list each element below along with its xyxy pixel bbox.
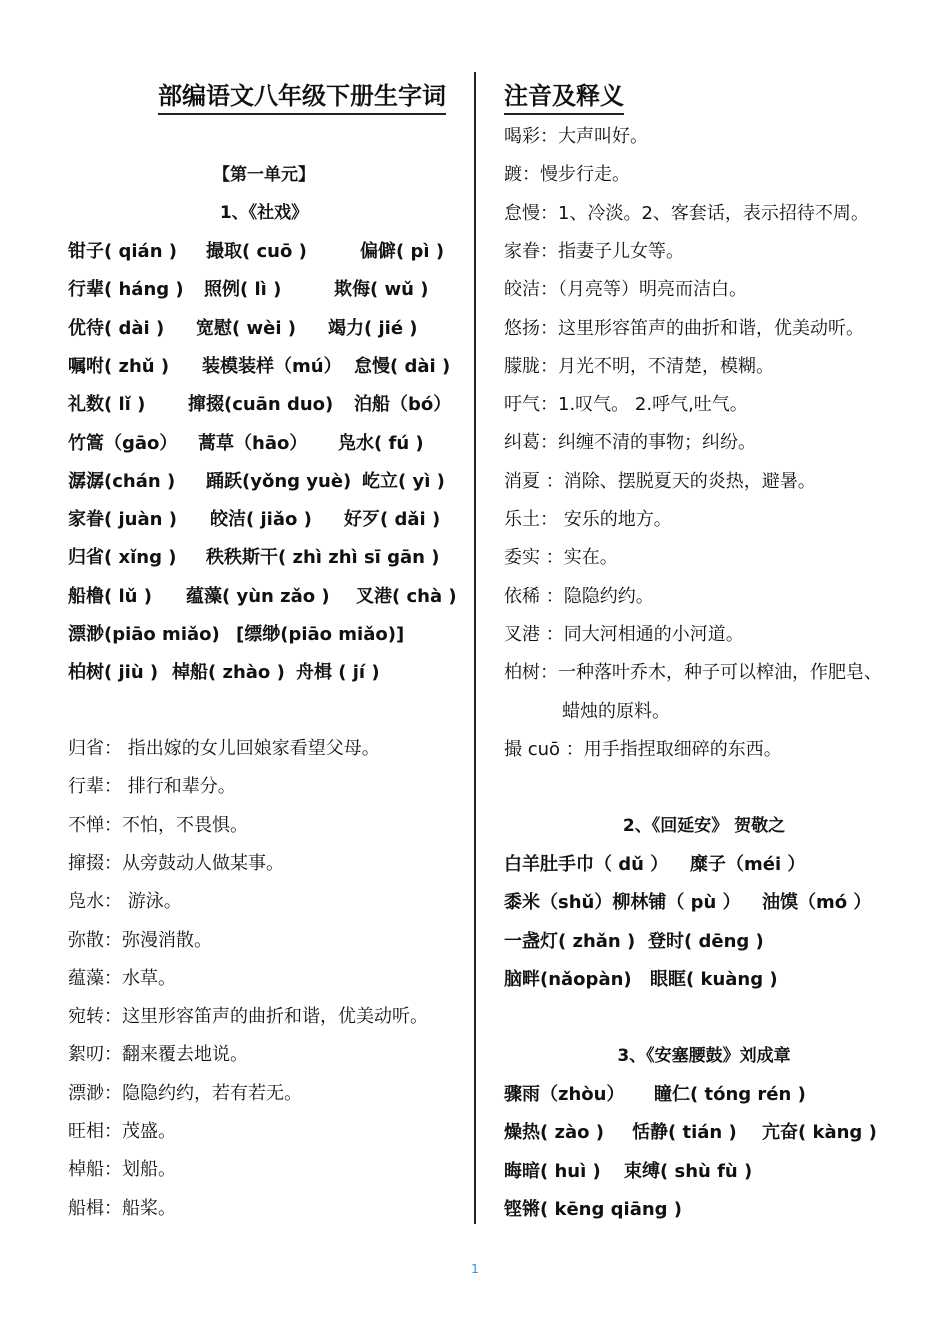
definition-line: 家眷：指妻子儿女等。 xyxy=(504,241,684,262)
vocab-word: 登时( dēng ) xyxy=(648,931,764,952)
definition-line: 旺相：茂盛。 xyxy=(68,1121,176,1142)
definition-line: 弥散：弥漫消散。 xyxy=(68,930,212,951)
vocab-word: 骤雨（zhòu） xyxy=(504,1084,625,1105)
page-title: 部编语文八年级下册生字词 xyxy=(158,76,446,115)
vocab-word: 照例( lì ) xyxy=(204,279,282,300)
vocab-word: 撺掇(cuān duo) xyxy=(188,394,334,415)
vocab-word: 亢奋( kàng ) xyxy=(762,1122,877,1143)
definition-line: 归省： 指出嫁的女儿回娘家看望父母。 xyxy=(68,738,380,759)
vocab-word: 怠慢( dài ) xyxy=(354,356,451,377)
word-row xyxy=(68,503,458,537)
word-row xyxy=(504,886,894,920)
definition-line: 撮 cuō ：用手指捏取细碎的东西。 xyxy=(504,739,782,760)
vocab-word: 铿锵( kēng qiāng ) xyxy=(504,1199,683,1220)
vocab-word: 棹船( zhào ) xyxy=(172,662,285,683)
word-row xyxy=(68,388,458,422)
definition-line: 撺掇：从旁鼓动人做某事。 xyxy=(68,853,284,874)
vocab-word: 秩秩斯干( zhì zhì sī gān ) xyxy=(206,547,440,568)
word-row xyxy=(68,618,458,652)
definition-line: 行辈： 排行和辈分。 xyxy=(68,776,236,797)
vocab-word: 漂渺(piāo miǎo) xyxy=(68,624,220,645)
vocab-word: 黍米（shǔ）柳林铺（ pù ） xyxy=(504,892,741,913)
definition-line: 柏树：一种落叶乔木，种子可以榨油，作肥皂、 xyxy=(504,662,882,683)
vocab-word: 眼眶( kuàng ) xyxy=(650,969,778,990)
definition-line: 棹船：划船。 xyxy=(68,1159,176,1180)
unit-header: 【第一单元】 xyxy=(213,165,315,185)
vocab-word: 船橹( lǔ ) xyxy=(68,586,152,607)
vocab-word: 优待( dài ) xyxy=(68,318,165,339)
vocab-word: 装模装样（mú） xyxy=(202,356,342,377)
definition-line: 消夏 ：消除、摆脱夏天的炎热，避暑。 xyxy=(504,471,816,492)
vocab-word: 柏树( jiù ) xyxy=(68,662,159,683)
vocab-word: 脑畔(nǎopàn) xyxy=(504,969,632,990)
column-divider xyxy=(474,72,476,1224)
word-row xyxy=(68,580,458,614)
vocab-word: 钳子( qián ) xyxy=(68,241,178,262)
vocab-word: 撮取( cuō ) xyxy=(206,241,307,262)
vocab-word: 糜子（méi ） xyxy=(690,854,806,875)
vocab-word: 归省( xǐng ) xyxy=(68,547,177,568)
vocab-word: 叉港( chà ) xyxy=(356,586,457,607)
vocab-word: 竭力( jié ) xyxy=(328,318,418,339)
definition-line: 叉港 ：同大河相通的小河道。 xyxy=(504,624,744,645)
vocab-word: 踊跃(yǒng yuè) xyxy=(206,471,352,492)
definition-line: 纠葛：纠缠不清的事物；纠纷。 xyxy=(504,432,756,453)
vocab-word: 欺侮( wǔ ) xyxy=(334,279,429,300)
definition-line: 不惮：不怕，不畏惧。 xyxy=(68,815,248,836)
word-row xyxy=(504,1078,894,1112)
word-row xyxy=(504,848,894,882)
word-row xyxy=(504,1155,894,1189)
word-row xyxy=(68,273,458,307)
page-subtitle: 注音及释义 xyxy=(504,76,624,115)
lesson-title: 2、《回延安》 贺敬之 xyxy=(622,816,786,836)
definition-line: 宛转：这里形容笛声的曲折和谐，优美动听。 xyxy=(68,1006,428,1027)
vocab-word: 舟楫 ( jí ) xyxy=(296,662,380,683)
page-number: 1 xyxy=(471,1262,479,1276)
definition-line: 絮叨：翻来覆去地说。 xyxy=(68,1044,248,1065)
definition-line: 漂渺：隐隐约约，若有若无。 xyxy=(68,1083,302,1104)
definition-line: 委实 ：实在。 xyxy=(504,547,618,568)
definition-line: 踱：慢步行走。 xyxy=(504,164,630,185)
vocab-word: 晦暗( huì ) xyxy=(504,1161,601,1182)
word-row xyxy=(504,925,894,959)
vocab-word: 凫水( fú ) xyxy=(338,433,424,454)
lesson-title: 1、《社戏》 xyxy=(219,203,309,223)
definition-line: 蜡烛的原料。 xyxy=(562,701,670,722)
vocab-word: 束缚( shù fù ) xyxy=(624,1161,753,1182)
definition-line: 依稀 ：隐隐约约。 xyxy=(504,586,654,607)
vocab-word: 蒿草（hāo） xyxy=(198,433,308,454)
vocab-word: 家眷( juàn ) xyxy=(68,509,177,530)
definition-line: 凫水： 游泳。 xyxy=(68,891,182,912)
vocab-word: 好歹( dǎi ) xyxy=(344,509,441,530)
vocab-word: [缥缈(piāo miǎo)] xyxy=(236,624,405,645)
word-row xyxy=(68,541,458,575)
definition-line: 悠扬：这里形容笛声的曲折和谐，优美动听。 xyxy=(504,318,864,339)
vocab-word: 白羊肚手巾（ dǔ ） xyxy=(504,854,669,875)
word-row xyxy=(68,427,458,461)
word-row xyxy=(504,1116,894,1150)
word-row xyxy=(68,465,458,499)
word-row xyxy=(68,656,458,690)
vocab-word: 潺潺(chán ) xyxy=(68,471,176,492)
vocab-word: 油馍（mó ） xyxy=(762,892,872,913)
vocab-word: 屹立( yì ) xyxy=(362,471,445,492)
definition-line: 吁气：1.叹气。 2.呼气,吐气。 xyxy=(504,394,748,415)
word-row xyxy=(68,312,458,346)
word-row xyxy=(68,235,458,269)
vocab-word: 礼数( lǐ ) xyxy=(68,394,146,415)
vocab-word: 一盏灯( zhǎn ) xyxy=(504,931,636,952)
lesson-title: 3、《安塞腰鼓》刘成章 xyxy=(617,1046,791,1066)
vocab-word: 竹篙（gāo） xyxy=(68,433,178,454)
word-row xyxy=(68,350,458,384)
vocab-word: 宽慰( wèi ) xyxy=(196,318,296,339)
vocab-word: 蕴藻( yùn zǎo ) xyxy=(186,586,330,607)
vocab-word: 恬静( tián ) xyxy=(632,1122,737,1143)
vocab-word: 皎洁( jiǎo ) xyxy=(210,509,312,530)
vocab-word: 行辈( háng ) xyxy=(68,279,184,300)
vocab-word: 泊船（bó） xyxy=(354,394,452,415)
definition-line: 喝彩：大声叫好。 xyxy=(504,126,648,147)
definition-line: 蕴藻：水草。 xyxy=(68,968,176,989)
vocab-word: 偏僻( pì ) xyxy=(360,241,445,262)
vocab-word: 嘱咐( zhǔ ) xyxy=(68,356,170,377)
definition-line: 怠慢：1、冷淡。2、客套话，表示招待不周。 xyxy=(504,203,869,224)
definition-line: 朦胧：月光不明，不清楚，模糊。 xyxy=(504,356,774,377)
word-row xyxy=(504,1193,894,1227)
definition-line: 船楫：船桨。 xyxy=(68,1198,176,1219)
word-row xyxy=(504,963,894,997)
vocab-word: 燥热( zào ) xyxy=(504,1122,604,1143)
definition-line: 皎洁：（月亮等）明亮而洁白。 xyxy=(504,279,747,300)
vocab-word: 瞳仁( tóng rén ) xyxy=(654,1084,806,1105)
definition-line: 乐土： 安乐的地方。 xyxy=(504,509,672,530)
